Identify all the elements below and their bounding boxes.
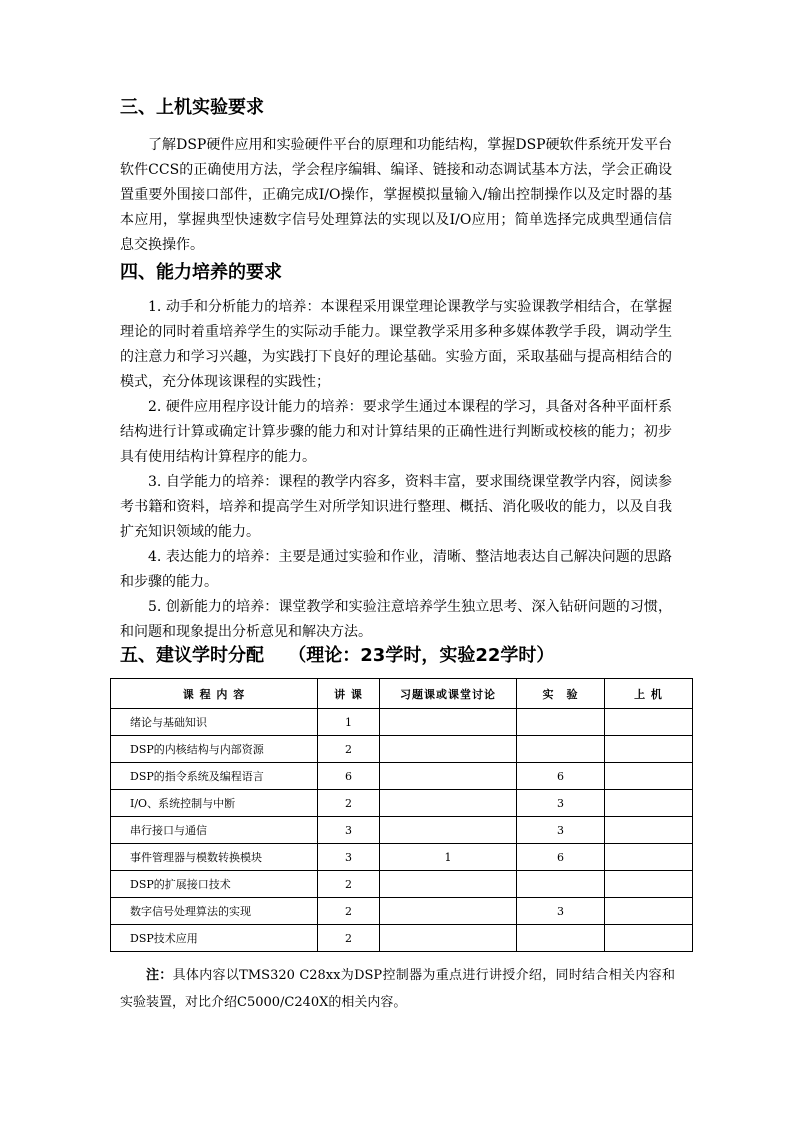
section-3-body: 了解DSP硬件应用和实验硬件平台的原理和功能结构，掌握DSP硬软件系统开发平台软件CCS的正确使用方法，学会程序编辑、编译、链接和动态调试基本方法，学会正确设置重要外围接口部件，正确完成I/O操作，掌握模拟量输入/输出控制操作以及定时器的基本应用，掌握典型快速数字信号处理算法的实现以及I/O应用；简单选择完成典型通信信息交换操作。 (120, 137, 672, 253)
cell-lecture: 1 (318, 709, 380, 736)
cell-computer (605, 736, 693, 763)
cell-discussion (380, 709, 517, 736)
cell-lecture: 3 (318, 844, 380, 871)
cell-content: I/O、系统控制与中断 (111, 790, 318, 817)
cell-content: DSP的扩展接口技术 (111, 871, 318, 898)
header-lecture: 讲 课 (318, 679, 380, 709)
cell-experiment (517, 925, 605, 952)
cell-discussion (380, 898, 517, 925)
cell-content: 数字信号处理算法的实现 (111, 898, 318, 925)
section-3-title: 三、上机实验要求 (120, 97, 264, 118)
table-row (111, 709, 693, 736)
cell-discussion (380, 736, 517, 763)
cell-content: DSP技术应用 (111, 925, 318, 952)
table-row (111, 871, 693, 898)
cell-content: 事件管理器与模数转换模块 (111, 844, 318, 871)
table-row (111, 817, 693, 844)
ability-item-3: 3. 自学能力的培养：课程的教学内容多，资料丰富，要求围绕课堂教学内容，阅读参考书籍和资料，培养和提高学生对所学知识进行整理、概括、消化吸收的能力，以及自我扩充知识领域的能力。 (120, 474, 672, 540)
section-5-subtitle: （理论：23学时，实验22学时） (288, 645, 555, 666)
cell-lecture: 2 (318, 736, 380, 763)
cell-experiment: 3 (517, 817, 605, 844)
cell-computer (605, 763, 693, 790)
cell-content: DSP的内核结构与内部资源 (111, 736, 318, 763)
cell-computer (605, 898, 693, 925)
section-4-title: 四、能力培养的要求 (120, 262, 282, 283)
cell-discussion (380, 790, 517, 817)
cell-lecture: 2 (318, 790, 380, 817)
ability-item-2: 2. 硬件应用程序设计能力的培养：要求学生通过本课程的学习，具备对各种平面杆系结构进行计算或确定计算步骤的能力和对计算结果的正确性进行判断或校核的能力；初步具有使用结构计算程序的能力。 (120, 399, 672, 465)
cell-experiment: 6 (517, 763, 605, 790)
cell-computer (605, 871, 693, 898)
cell-content: DSP的指令系统及编程语言 (111, 763, 318, 790)
cell-experiment (517, 709, 605, 736)
section-5-title-text: 五、建议学时分配 (120, 645, 264, 666)
cell-lecture: 6 (318, 763, 380, 790)
cell-discussion (380, 871, 517, 898)
cell-experiment (517, 871, 605, 898)
header-discussion: 习题课或课堂讨论 (380, 679, 517, 709)
cell-experiment (517, 736, 605, 763)
table-row (111, 898, 693, 925)
hours-table (110, 678, 693, 952)
ability-item-1: 1. 动手和分析能力的培养：本课程采用课堂理论课教学与实验课教学相结合，在掌握理论的同时着重培养学生的实际动手能力。课堂教学采用多种多媒体教学手段，调动学生的注意力和学习兴趣，为实践打下良好的理论基础。实验方面，采取基础与提高相结合的模式，充分体现该课程的实践性； (120, 299, 672, 390)
note-label: 注： (146, 968, 173, 983)
table-row (111, 790, 693, 817)
cell-content: 绪论与基础知识 (111, 709, 318, 736)
cell-discussion (380, 763, 517, 790)
cell-discussion (380, 817, 517, 844)
section-5-title (120, 644, 554, 668)
cell-discussion (380, 925, 517, 952)
cell-experiment: 6 (517, 844, 605, 871)
cell-lecture: 2 (318, 898, 380, 925)
cell-computer (605, 817, 693, 844)
table-row (111, 844, 693, 871)
cell-lecture: 2 (318, 871, 380, 898)
cell-computer (605, 709, 693, 736)
cell-computer (605, 844, 693, 871)
note-text: 具体内容以TMS320 C28xx为DSP控制器为重点进行讲授介绍，同时结合相关内容和实验装置，对比介绍C5000/C240X的相关内容。 (120, 968, 675, 1010)
cell-computer (605, 790, 693, 817)
header-experiment: 实 验 (517, 679, 605, 709)
table-header-row (111, 679, 693, 709)
table-note (120, 962, 675, 1016)
header-content: 课 程 内 容 (111, 679, 318, 709)
table-row (111, 736, 693, 763)
cell-discussion: 1 (380, 844, 517, 871)
cell-content: 串行接口与通信 (111, 817, 318, 844)
ability-item-4: 4. 表达能力的培养：主要是通过实验和作业，清晰、整洁地表达自己解决问题的思路和步骤的能力。 (120, 549, 672, 590)
cell-experiment: 3 (517, 790, 605, 817)
cell-computer (605, 925, 693, 952)
cell-lecture: 3 (318, 817, 380, 844)
header-computer: 上 机 (605, 679, 693, 709)
ability-item-5: 5. 创新能力的培养：课堂教学和实验注意培养学生独立思考、深入钻研问题的习惯，和问题和现象提出分析意见和解决方法。 (120, 599, 672, 640)
cell-experiment: 3 (517, 898, 605, 925)
table-row (111, 763, 693, 790)
table-row (111, 925, 693, 952)
cell-lecture: 2 (318, 925, 380, 952)
